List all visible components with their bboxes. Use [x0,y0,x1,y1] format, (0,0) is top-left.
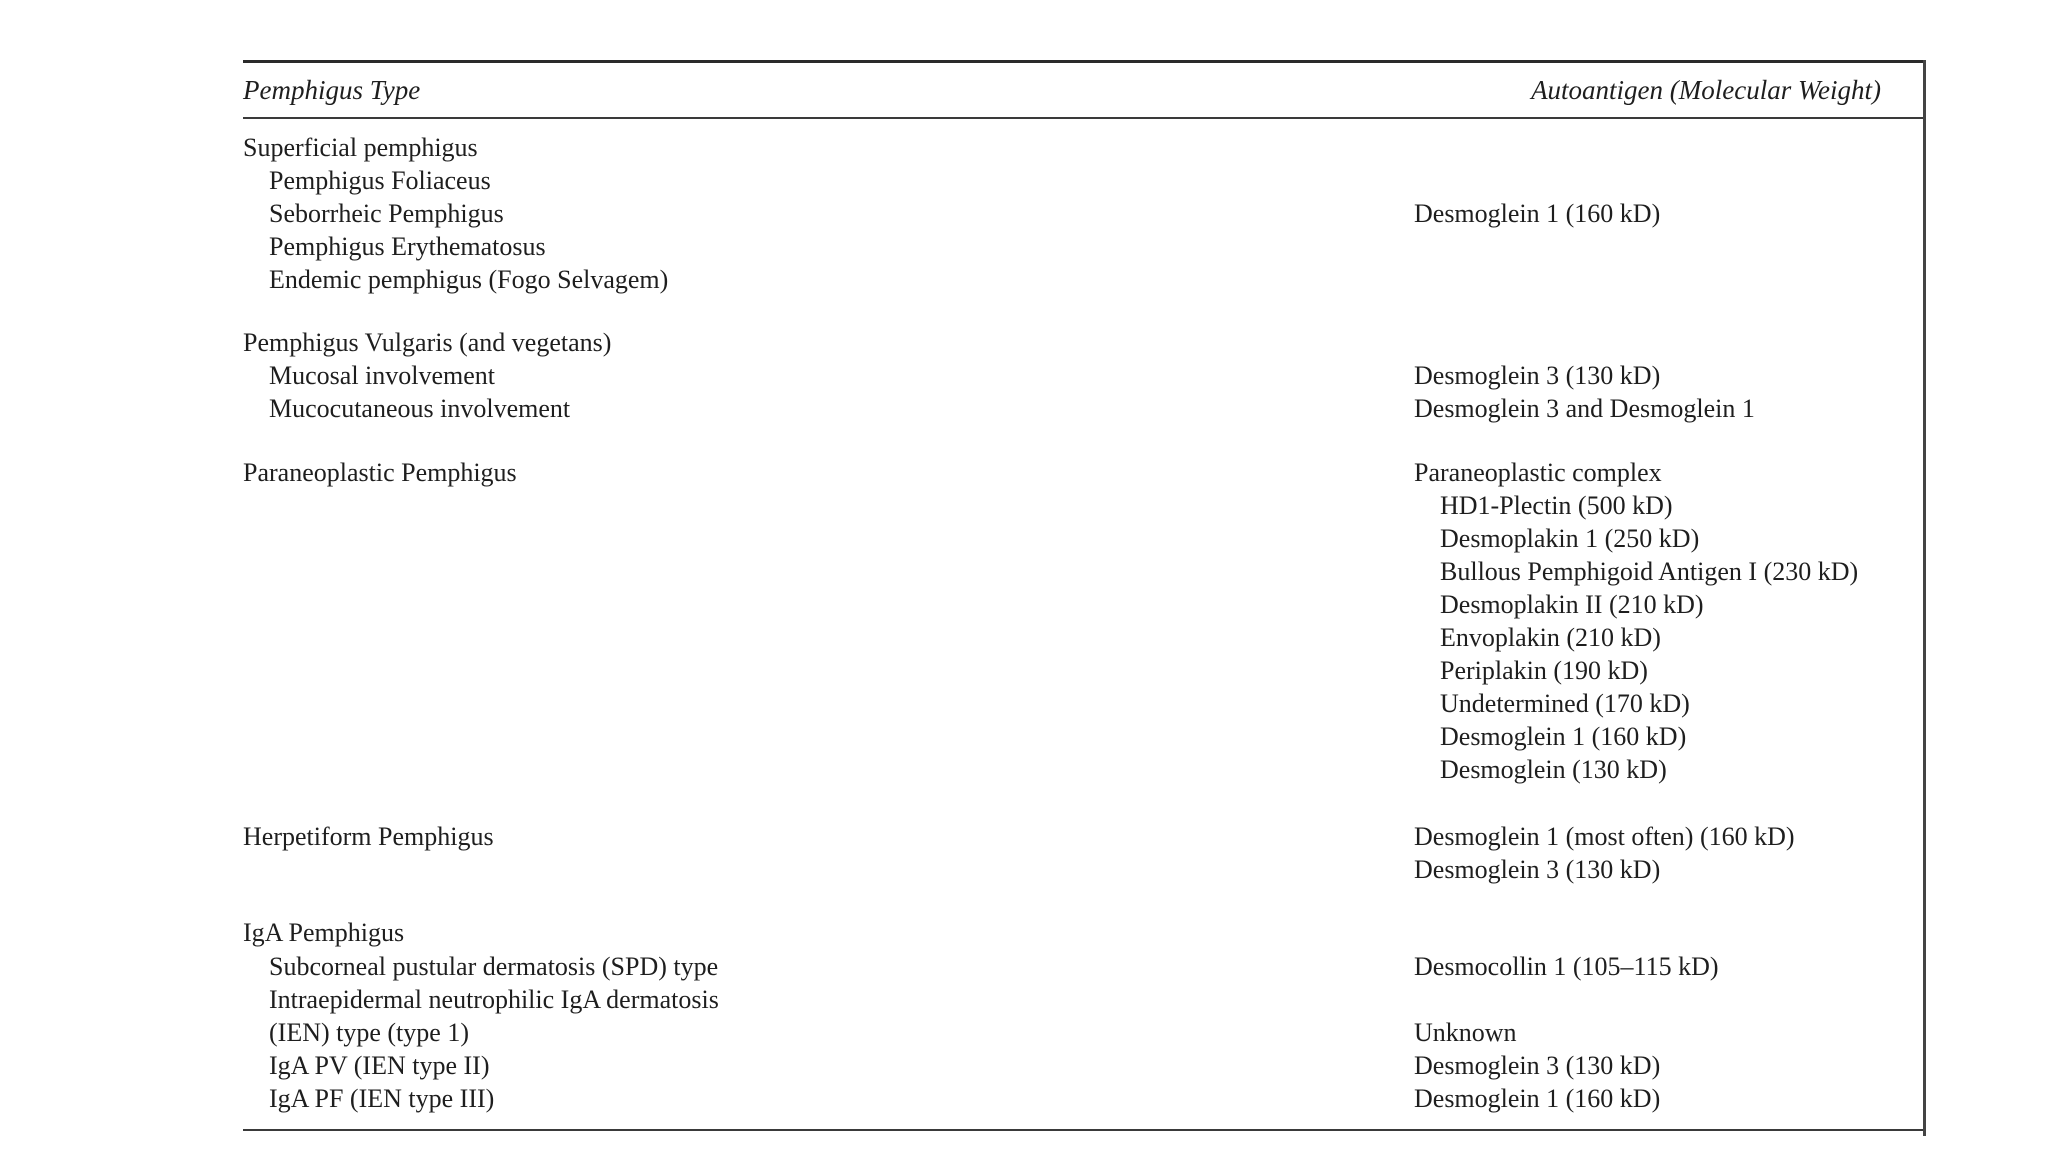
row-mucocutaneous: Mucocutaneous involvement [269,394,571,423]
header-rule [243,117,1923,119]
row-superficial-title: Superficial pemphigus [243,133,478,162]
table-bottom-rule [243,1129,1923,1131]
column-header-antigen: Autoantigen (Molecular Weight) [1531,75,1881,105]
row-erythematosus: Pemphigus Erythematosus [269,232,546,261]
row-vulgaris-title: Pemphigus Vulgaris (and vegetans) [243,328,612,357]
antigen-paraneoplastic-item: HD1-Plectin (500 kD) [1440,491,1673,520]
antigen-mucocutaneous: Desmoglein 3 and Desmoglein 1 [1414,394,1755,423]
row-iga-ien-line1: Intraepidermal neutrophilic IgA dermatosis [269,985,719,1014]
antigen-paraneoplastic-title: Paraneoplastic complex [1414,458,1662,487]
antigen-paraneoplastic-item: Envoplakin (210 kD) [1440,623,1661,652]
antigen-iga-spd: Desmocollin 1 (105–115 kD) [1414,952,1719,981]
antigen-herpetiform-1: Desmoglein 1 (most often) (160 kD) [1414,822,1795,851]
antigen-iga-pf: Desmoglein 1 (160 kD) [1414,1084,1661,1113]
antigen-paraneoplastic-item: Desmoglein (130 kD) [1440,755,1667,784]
row-iga-spd: Subcorneal pustular dermatosis (SPD) type [269,952,719,981]
table-top-rule [243,60,1923,63]
row-iga-ien-line2: (IEN) type (type 1) [269,1018,469,1047]
antigen-iga-pv: Desmoglein 3 (130 kD) [1414,1051,1661,1080]
antigen-paraneoplastic-item: Desmoglein 1 (160 kD) [1440,722,1687,751]
row-endemic: Endemic pemphigus (Fogo Selvagem) [269,265,669,294]
row-iga-pf: IgA PF (IEN type III) [269,1084,495,1113]
row-seborrheic: Seborrheic Pemphigus [269,199,504,228]
antigen-paraneoplastic-item: Periplakin (190 kD) [1440,656,1648,685]
antigen-paraneoplastic-item: Desmoplakin II (210 kD) [1440,590,1704,619]
pemphigus-table [243,60,1923,1136]
row-foliaceus: Pemphigus Foliaceus [269,166,491,195]
column-header-type: Pemphigus Type [243,75,421,105]
antigen-mucosal: Desmoglein 3 (130 kD) [1414,361,1661,390]
row-paraneoplastic-title: Paraneoplastic Pemphigus [243,458,517,487]
antigen-herpetiform-2: Desmoglein 3 (130 kD) [1414,855,1661,884]
row-herpetiform-title: Herpetiform Pemphigus [243,822,494,851]
antigen-iga-ien: Unknown [1414,1018,1517,1047]
row-mucosal: Mucosal involvement [269,361,496,390]
table-right-border [1923,60,1926,1136]
antigen-paraneoplastic-item: Desmoplakin 1 (250 kD) [1440,524,1700,553]
antigen-superficial: Desmoglein 1 (160 kD) [1414,199,1661,228]
row-iga-pv: IgA PV (IEN type II) [269,1051,490,1080]
antigen-paraneoplastic-item: Undetermined (170 kD) [1440,689,1690,718]
antigen-paraneoplastic-item: Bullous Pemphigoid Antigen I (230 kD) [1440,557,1859,586]
row-iga-title: IgA Pemphigus [243,918,405,947]
